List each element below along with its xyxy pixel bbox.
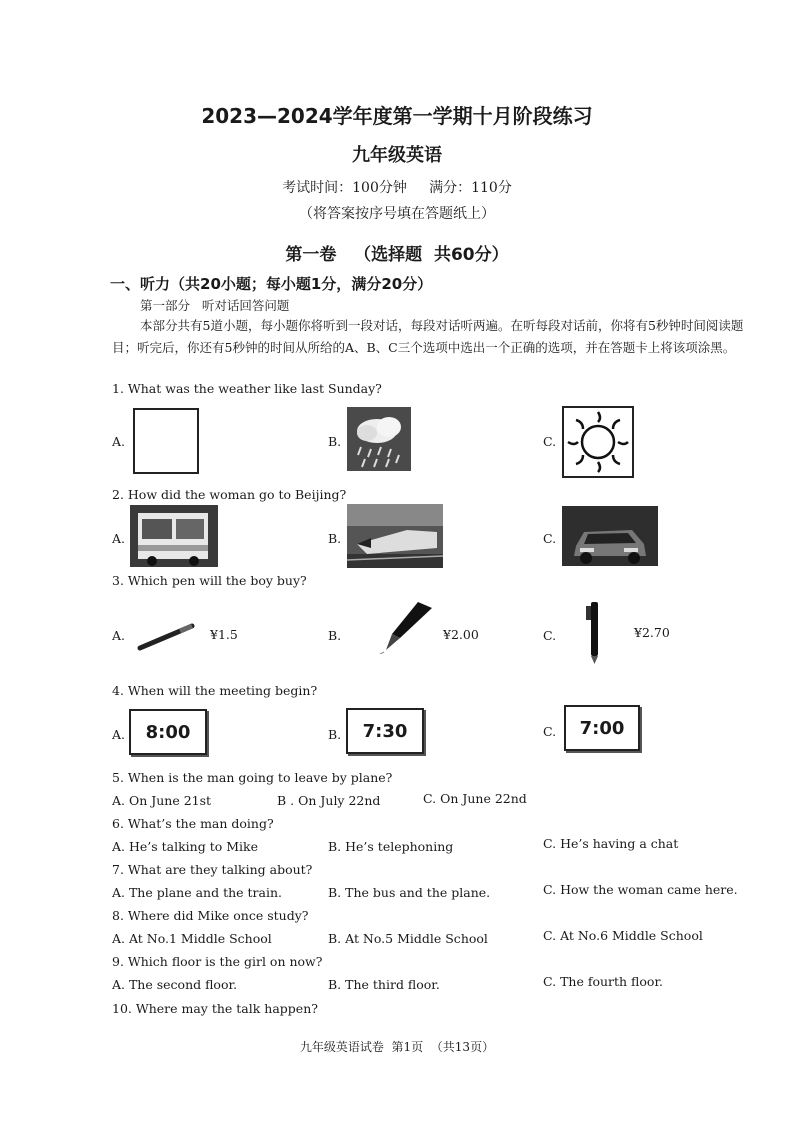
q8-option-c: C. At No.6 Middle School [543,928,703,943]
clock-b: 7:30 [346,708,424,754]
question-6: 6. What’s the man doing? [112,816,274,831]
q3-option-b: B. [328,628,342,643]
q5-option-a: A. On June 21st [112,793,212,808]
q2-option-a: A. [112,531,126,546]
exam-subtitle: 九年级英语 [352,145,442,166]
question-4: 4. When will the meeting begin? [112,683,318,698]
question-3: 3. Which pen will the boy buy? [112,573,307,588]
car-icon [562,506,658,566]
question-9: 9. Which floor is the girl on now? [112,954,323,969]
train-icon [347,504,443,568]
q5-option-b: B . On July 22nd [277,793,381,808]
q3-price-c: ¥2.70 [634,625,670,640]
q7-option-b: B. The bus and the plane. [328,885,491,900]
q9-option-a: A. The second floor. [112,977,238,992]
q2-option-c: C. [543,531,557,546]
sun-icon [562,406,634,478]
q8-option-b: B. At No.5 Middle School [328,931,488,946]
rain-cloud-icon [347,407,411,471]
clock-a: 8:00 [129,709,207,755]
question-8: 8. Where did Mike once study? [112,908,309,923]
exam-title: 2023—2024学年度第一学期十月阶段练习 [201,104,593,128]
bus-icon [130,505,218,567]
section-intro: 本部分共有5道小题，每小题你将听到一段对话，每段对话听两遍。在听每段对话前，你将有5秒钟时间阅读题目；听完后，你还有5秒钟的时间从所给的A、B、C三个选项中选出一个正确的选项，并在答题卡上将该项涂黑。 [112,318,744,355]
blank-box-icon [133,408,199,474]
question-2: 2. How did the woman go to Beijing? [112,487,347,502]
ballpoint-pen-icon [583,600,605,666]
q4-option-c: C. [543,724,557,739]
q5-option-c: C. On June 22nd [423,791,527,806]
q2-option-b: B. [328,531,342,546]
q3-option-a: A. [112,628,126,643]
clock-c: 7:00 [564,705,640,751]
part-title: 第一部分 听对话回答问题 [140,298,290,313]
fountain-pen-icon [378,598,436,654]
question-1: 1. What was the weather like last Sunday? [112,381,382,396]
q4-option-b: B. [328,727,342,742]
exam-note: （将答案按序号填在答题纸上） [299,206,495,222]
volume-title: 第一卷 （选择题 共60分） [285,245,509,265]
q1-option-a: A. [112,434,126,449]
q9-option-c: C. The fourth floor. [543,974,664,989]
q3-price-a: ¥1.5 [210,627,238,642]
q7-option-c: C. How the woman came here. [543,882,738,897]
question-7: 7. What are they talking about? [112,862,313,877]
q3-price-b: ¥2.00 [443,627,479,642]
pen-icon [136,622,196,652]
exam-meta: 考试时间：100分钟 满分：110分 [282,180,512,196]
q1-option-b: B. [328,434,342,449]
q3-option-c: C. [543,628,557,643]
q6-option-b: B. He’s telephoning [328,839,454,854]
question-5: 5. When is the man going to leave by plane? [112,770,393,785]
q7-option-a: A. The plane and the train. [112,885,283,900]
q9-option-b: B. The third floor. [328,977,440,992]
q6-option-c: C. He’s having a chat [543,836,679,851]
q4-option-a: A. [112,727,126,742]
q6-option-a: A. He’s talking to Mike [112,839,258,854]
section-title: 一、听力（共20小题；每小题1分，满分20分） [110,275,433,293]
q1-option-c: C. [543,434,557,449]
page-footer: 九年级英语试卷 第1页 （共13页） [299,1040,495,1054]
question-10: 10. Where may the talk happen? [112,1001,318,1016]
q8-option-a: A. At No.1 Middle School [112,931,272,946]
